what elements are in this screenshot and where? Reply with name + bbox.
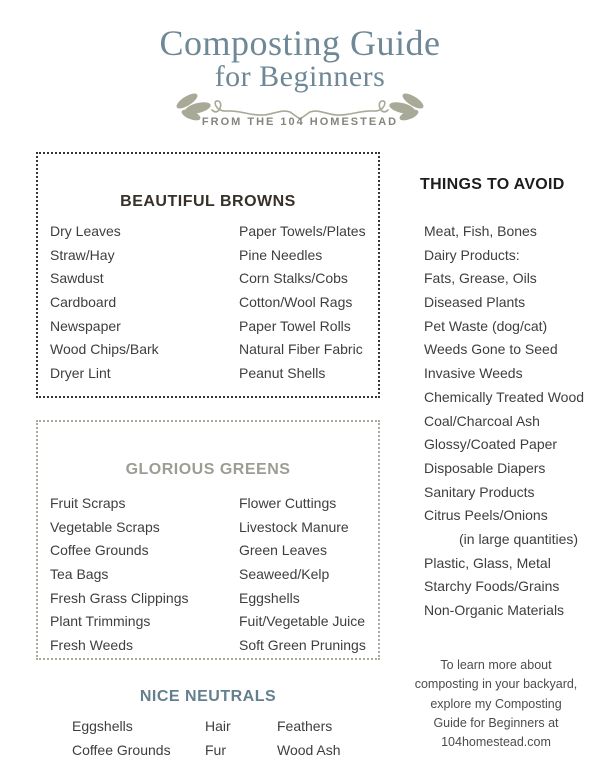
browns-item: Dryer Lint — [50, 365, 111, 382]
avoid-item: Meat, Fish, Bones — [424, 223, 537, 239]
neutrals-item: Feathers — [277, 718, 333, 734]
avoid-item: Dairy Products: — [424, 246, 520, 263]
avoid-item: Pet Waste (dog/cat) — [424, 317, 548, 334]
avoid-item: Non-Organic Materials — [424, 602, 565, 618]
footer-note-line: explore my Composting — [430, 696, 562, 711]
avoid-section — [420, 176, 596, 623]
greens-item: Fruit Scraps — [50, 495, 126, 511]
browns-item: Paper Towels/Plates — [239, 223, 366, 239]
browns-heading: BEAUTIFUL BROWNS — [120, 193, 296, 210]
neutrals-heading: NICE NEUTRALS — [139, 688, 277, 705]
footer-note-line: To learn more about — [440, 658, 552, 672]
greens-section — [36, 420, 380, 660]
brand-tagline: FROM THE 104 HOMESTEAD — [201, 116, 399, 128]
avoid-item: (in large quantities) — [459, 530, 579, 547]
avoid-item: Diseased Plants — [424, 294, 526, 311]
avoid-list — [420, 220, 596, 623]
browns-item: Paper Towel Rolls — [239, 317, 351, 334]
avoid-item: Glossy/Coated Paper — [424, 436, 558, 453]
neutrals-list-col3 — [277, 715, 341, 762]
avoid-heading: THINGS TO AVOID — [420, 176, 565, 193]
greens-item: Fuit/Vegetable Juice — [239, 613, 366, 630]
greens-item: Coffee Grounds — [50, 542, 149, 559]
greens-list-col2 — [239, 492, 378, 658]
avoid-item: Weeds Gone to Seed — [424, 341, 558, 358]
avoid-item: Plastic, Glass, Metal — [424, 554, 551, 571]
footer-note-line: Guide for Beginners at — [433, 715, 559, 730]
greens-item: Fresh Weeds — [50, 637, 133, 654]
browns-item: Straw/Hay — [50, 246, 115, 263]
avoid-item: Coal/Charcoal Ash — [424, 412, 540, 429]
greens-item: Soft Green Prunings — [239, 637, 366, 654]
greens-item: Plant Trimmings — [50, 613, 151, 630]
avoid-item: Invasive Weeds — [424, 365, 523, 382]
neutrals-item: Hair — [205, 718, 231, 734]
page-subtitle-line: for Beginners — [214, 60, 386, 93]
greens-item: Seaweed/Kelp — [239, 566, 330, 583]
avoid-item: Disposable Diapers — [424, 459, 546, 476]
browns-item: Cotton/Wool Rags — [239, 294, 353, 311]
avoid-item: Starchy Foods/Grains — [424, 578, 560, 595]
avoid-item: Citrus Peels/Onions — [424, 507, 548, 524]
browns-columns — [50, 220, 378, 386]
neutrals-list-col1 — [72, 715, 171, 762]
browns-item: Natural Fiber Fabric — [239, 341, 363, 358]
greens-heading: GLORIOUS GREENS — [125, 461, 291, 478]
browns-item: Dry Leaves — [50, 223, 121, 239]
neutrals-item: Coffee Grounds — [72, 741, 171, 758]
greens-item: Fresh Grass Clippings — [50, 589, 189, 606]
neutrals-item: Eggshells — [72, 718, 133, 734]
avoid-item: Fats, Grease, Oils — [424, 270, 537, 287]
greens-item: Livestock Manure — [239, 518, 349, 535]
browns-item: Cardboard — [50, 294, 117, 311]
browns-list-col1 — [50, 220, 239, 386]
greens-columns — [50, 492, 378, 658]
greens-item: Vegetable Scraps — [50, 518, 160, 535]
greens-item: Flower Cuttings — [239, 495, 337, 511]
browns-section — [36, 152, 380, 398]
footer-note-line: 104homestead.com — [441, 735, 551, 750]
browns-item: Peanut Shells — [239, 365, 326, 382]
browns-item: Sawdust — [50, 270, 104, 287]
greens-item: Eggshells — [239, 589, 300, 606]
neutrals-item: Wood Ash — [277, 741, 341, 758]
footer-note — [400, 656, 592, 752]
browns-item: Newspaper — [50, 317, 121, 334]
browns-list-col2 — [239, 220, 378, 386]
page-title: Composting Guide — [159, 23, 441, 63]
greens-list-col1 — [50, 492, 239, 658]
browns-item: Pine Needles — [239, 246, 323, 263]
avoid-item: Sanitary Products — [424, 483, 535, 500]
avoid-item: Chemically Treated Wood — [424, 388, 585, 405]
footer-note-line: composting in your backyard, — [414, 677, 578, 692]
greens-item: Green Leaves — [239, 542, 327, 559]
greens-item: Tea Bags — [50, 566, 109, 583]
neutrals-item: Fur — [205, 741, 226, 758]
browns-item: Corn Stalks/Cobs — [239, 270, 348, 287]
browns-item: Wood Chips/Bark — [50, 341, 159, 358]
neutrals-list-col2 — [205, 715, 231, 762]
